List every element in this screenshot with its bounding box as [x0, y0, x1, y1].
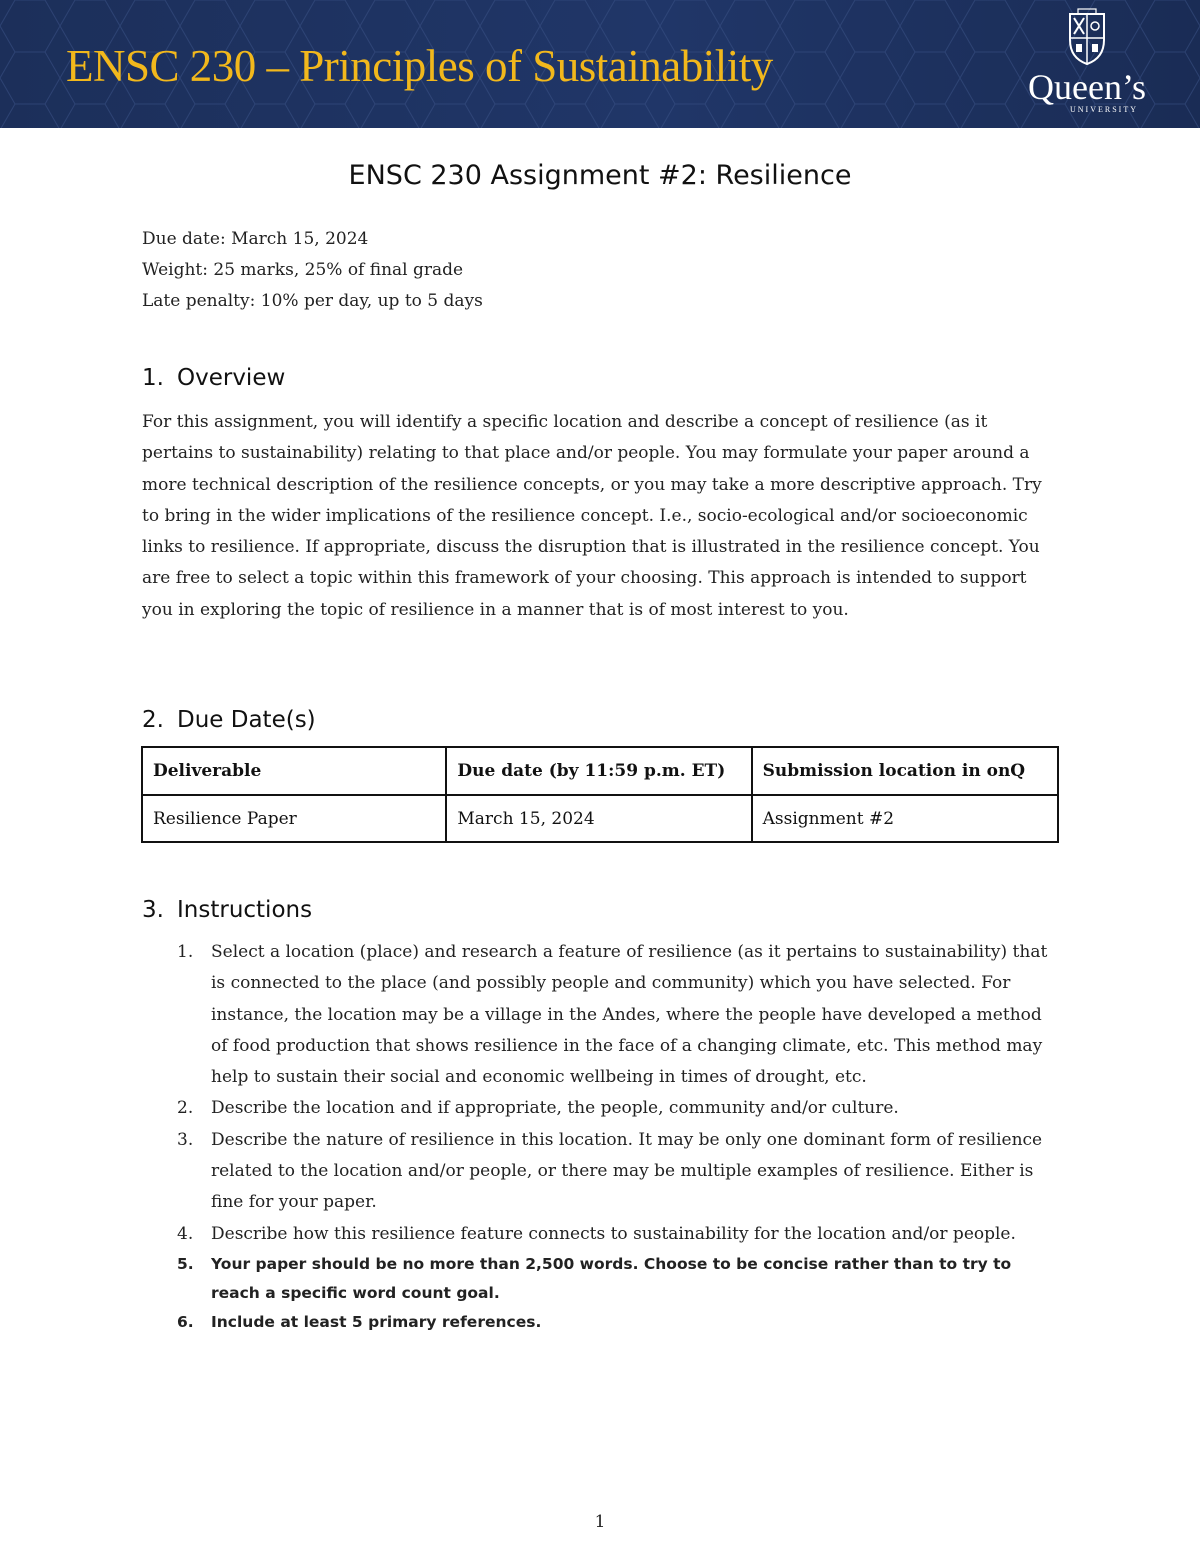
section-title: Overview	[177, 365, 286, 391]
logo-subtitle: UNIVERSITY	[1070, 105, 1138, 114]
table-header-cell: Submission location in onQ	[752, 747, 1058, 795]
crest-icon	[1012, 8, 1162, 68]
list-item	[142, 937, 1062, 1093]
section-title: Due Date(s)	[177, 707, 316, 733]
section-number: 3.	[142, 897, 164, 923]
list-text: Your paper should be no more than 2,500 words. Choose to be concise rather than to try to reach a specific word count goal.	[211, 1254, 1012, 1302]
header-banner	[0, 0, 1200, 128]
logo-wordmark: Queen’s	[1028, 67, 1146, 107]
table-header-cell: Deliverable	[142, 747, 446, 795]
list-number: 5.	[177, 1254, 194, 1273]
table-header-row	[142, 747, 1058, 795]
table-row	[142, 795, 1058, 842]
list-text: Describe how this resilience feature connects to sustainability for the location and/or people.	[211, 1223, 1016, 1244]
queens-university-logo	[1012, 8, 1162, 118]
overview-paragraph: For this assignment, you will identify a specific location and describe a concept of resilience (as it pertains to sustainability) relating to that place and/or people. You may formulate your paper around a more technical description of the resilience concepts, or you may take a more descriptive approach. Try to bring in the wider implications of the resilience concept. I.e., socio-ecological and/or socioeconomic links to resilience. If appropriate, discuss the disruption that is illustrated in the resilience concept. You are free to select a topic within this framework of your choosing. This approach is intended to support you in exploring the topic of resilience in a manner that is of most interest to you.	[142, 412, 1042, 620]
document-title: ENSC 230 Assignment #2: Resilience	[348, 160, 852, 191]
table-header-cell: Due date (by 11:59 p.m. ET)	[446, 747, 751, 795]
late-penalty-line: Late penalty: 10% per day, up to 5 days	[142, 291, 483, 311]
table-cell: Assignment #2	[752, 795, 1058, 842]
overview-heading	[142, 365, 285, 391]
list-number: 6.	[177, 1312, 194, 1331]
due-dates-heading	[142, 707, 316, 733]
page-number: 1	[594, 1512, 606, 1532]
table-cell: March 15, 2024	[446, 795, 751, 842]
list-item	[142, 1308, 1062, 1337]
course-title: ENSC 230 – Principles of Sustainability	[66, 41, 773, 91]
section-number: 2.	[142, 707, 164, 733]
list-text: Select a location (place) and research a feature of resilience (as it pertains to sustainability) that is connected to the place (and possibly people and community) which you have selected. For instance, the location may be a village in the Andes, where the people have developed a method of food production that shows resilience in the face of a changing climate, etc. This method may help to sustain their social and economic wellbeing in times of drought, etc.	[211, 942, 1048, 1088]
assignment-meta	[142, 224, 483, 317]
list-number: 2.	[177, 1098, 194, 1119]
table-cell: Resilience Paper	[142, 795, 446, 842]
list-text: Describe the location and if appropriate, the people, community and/or culture.	[211, 1098, 899, 1119]
list-number: 3.	[177, 1129, 194, 1150]
due-date-line: Due date: March 15, 2024	[142, 229, 369, 249]
list-text: Describe the nature of resilience in this location. It may be only one dominant form of resilience related to the location and/or people, or there may be multiple examples of resilience. Either is fine for your paper.	[211, 1129, 1043, 1213]
instructions-heading	[142, 897, 312, 923]
section-number: 1.	[142, 365, 164, 391]
instructions-list	[142, 937, 1062, 1337]
list-item	[142, 1250, 1062, 1308]
list-item	[142, 1093, 1062, 1124]
list-text: Include at least 5 primary references.	[211, 1312, 542, 1331]
list-item	[142, 1219, 1062, 1250]
list-number: 4.	[177, 1223, 194, 1244]
section-title: Instructions	[177, 897, 313, 923]
weight-line: Weight: 25 marks, 25% of final grade	[142, 260, 464, 280]
due-dates-table	[141, 746, 1059, 843]
list-item	[142, 1125, 1062, 1219]
list-number: 1.	[177, 942, 194, 962]
